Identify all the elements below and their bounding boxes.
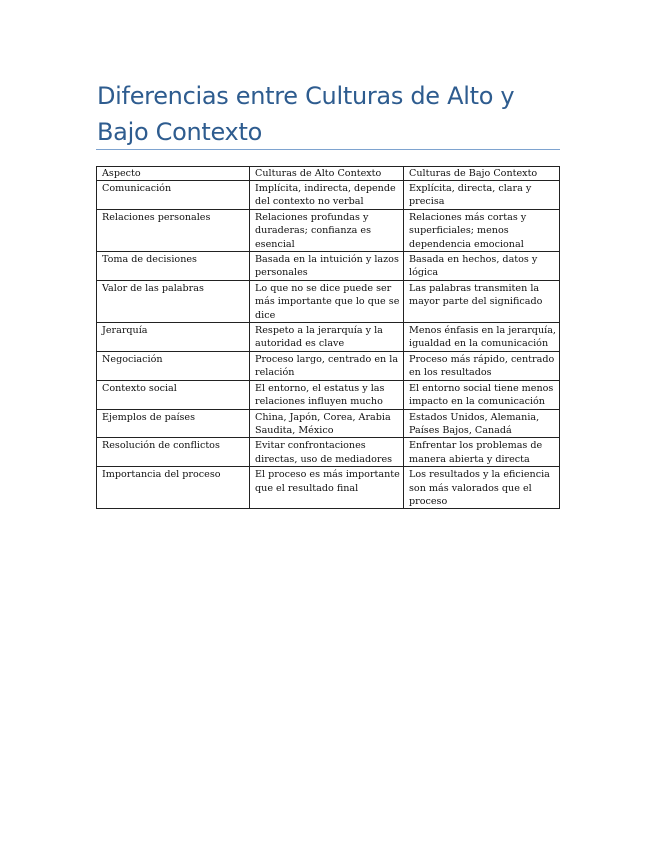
cell-low-context: Proceso más rápido, centrado en los resultados xyxy=(404,351,560,380)
cell-high-context: Evitar confrontaciones directas, uso de mediadores xyxy=(250,438,404,467)
cell-low-context: Basada en hechos, datos y lógica xyxy=(404,252,560,281)
table-row xyxy=(97,467,560,509)
cell-aspect: Relaciones personales xyxy=(97,209,250,251)
table-row xyxy=(97,181,560,210)
cell-high-context: Lo que no se dice puede ser más importante que lo que se dice xyxy=(250,280,404,322)
cell-low-context: Estados Unidos, Alemania, Países Bajos, Canadá xyxy=(404,409,560,438)
cell-low-context: Las palabras transmiten la mayor parte del significado xyxy=(404,280,560,322)
header-low-context: Culturas de Bajo Contexto xyxy=(404,167,560,181)
cell-low-context: Los resultados y la eficiencia son más valorados que el proceso xyxy=(404,467,560,509)
cell-high-context: Respeto a la jerarquía y la autoridad es clave xyxy=(250,323,404,352)
table-row xyxy=(97,209,560,251)
cell-low-context: Explícita, directa, clara y precisa xyxy=(404,181,560,210)
cell-high-context: Basada en la intuición y lazos personales xyxy=(250,252,404,281)
table-row xyxy=(97,323,560,352)
cell-aspect: Valor de las palabras xyxy=(97,280,250,322)
cell-high-context: Relaciones profundas y duraderas; confianza es esencial xyxy=(250,209,404,251)
cell-low-context: El entorno social tiene menos impacto en la comunicación xyxy=(404,380,560,409)
cell-aspect: Contexto social xyxy=(97,380,250,409)
cell-aspect: Ejemplos de países xyxy=(97,409,250,438)
cell-high-context: Implícita, indirecta, depende del contexto no verbal xyxy=(250,181,404,210)
cell-aspect: Resolución de conflictos xyxy=(97,438,250,467)
header-high-context: Culturas de Alto Contexto xyxy=(250,167,404,181)
table-row xyxy=(97,252,560,281)
cell-aspect: Negociación xyxy=(97,351,250,380)
cell-high-context: Proceso largo, centrado en la relación xyxy=(250,351,404,380)
cell-aspect: Toma de decisiones xyxy=(97,252,250,281)
cell-aspect: Comunicación xyxy=(97,181,250,210)
cell-aspect: Importancia del proceso xyxy=(97,467,250,509)
table-row xyxy=(97,438,560,467)
table-row xyxy=(97,380,560,409)
cell-low-context: Menos énfasis en la jerarquía, igualdad en la comunicación xyxy=(404,323,560,352)
table-row xyxy=(97,351,560,380)
table-header-row xyxy=(97,167,560,181)
cell-low-context: Enfrentar los problemas de manera abierta y directa xyxy=(404,438,560,467)
cell-high-context: El proceso es más importante que el resultado final xyxy=(250,467,404,509)
cell-low-context: Relaciones más cortas y superficiales; menos dependencia emocional xyxy=(404,209,560,251)
table-row xyxy=(97,280,560,322)
cell-high-context: China, Japón, Corea, Arabia Saudita, México xyxy=(250,409,404,438)
document-title: Diferencias entre Culturas de Alto y Bajo Contexto xyxy=(97,82,515,146)
cell-aspect: Jerarquía xyxy=(97,323,250,352)
header-aspect: Aspecto xyxy=(97,167,250,181)
table-row xyxy=(97,409,560,438)
comparison-table xyxy=(96,166,560,509)
title-underline xyxy=(96,149,560,150)
cell-high-context: El entorno, el estatus y las relaciones influyen mucho xyxy=(250,380,404,409)
